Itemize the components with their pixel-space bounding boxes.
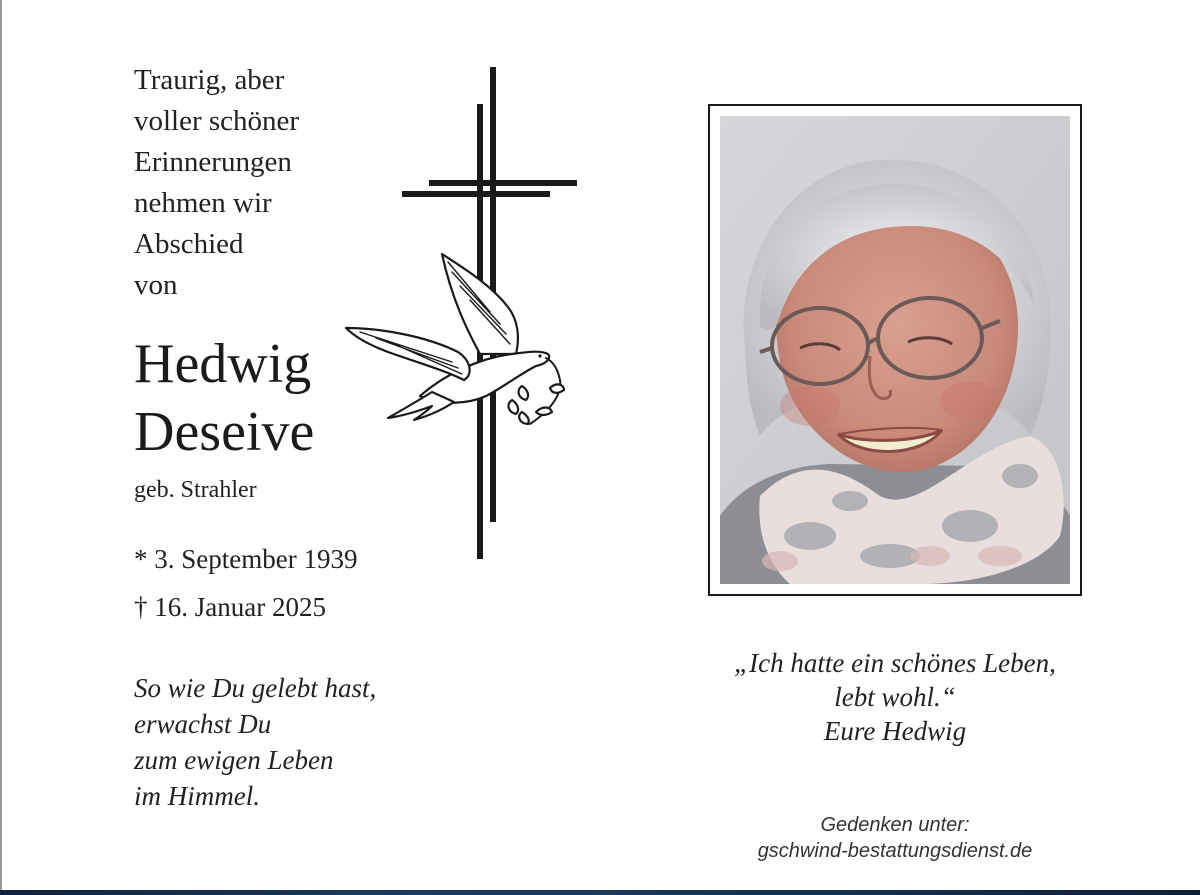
- farewell-quote: [700, 646, 1090, 748]
- maiden-name: geb. Strahler: [134, 477, 257, 503]
- birth-date: * 3. September 1939: [134, 544, 358, 574]
- intro-line: Traurig, aber: [134, 64, 285, 96]
- intro-line: von: [134, 269, 178, 301]
- quote-line: Eure Hedwig: [823, 716, 967, 746]
- left-border: [0, 0, 2, 895]
- memorial-label: Gedenken unter:: [820, 814, 970, 836]
- dove-icon: [346, 254, 564, 424]
- verse-line: zum ewigen Leben: [134, 745, 334, 775]
- intro-line: Erinnerungen: [134, 146, 292, 178]
- verse-line: erwachst Du: [134, 709, 272, 739]
- portrait-photo: [720, 116, 1070, 584]
- quote-line: „Ich hatte ein schönes Leben,: [734, 648, 1056, 678]
- death-date: † 16. Januar 2025: [134, 592, 326, 622]
- cross-horizontal-bar: [402, 191, 550, 197]
- verse-line: im Himmel.: [134, 781, 260, 811]
- cross-with-dove-icon: [340, 62, 585, 562]
- verse-line: So wie Du gelebt hast,: [134, 673, 377, 703]
- last-name: Deseive: [134, 401, 315, 463]
- quote-line: lebt wohl.“: [834, 682, 956, 712]
- memorial-verse: [134, 670, 376, 814]
- intro-line: nehmen wir: [134, 187, 272, 219]
- deceased-name: [134, 330, 314, 466]
- intro-line: Abschied: [134, 228, 244, 260]
- intro-line: voller schöner: [134, 105, 300, 137]
- portrait-frame: [708, 104, 1082, 596]
- first-name: Hedwig: [134, 333, 312, 395]
- cross-horizontal-bar: [429, 180, 577, 186]
- memorial-url[interactable]: gschwind-bestattungsdienst.de: [757, 840, 1033, 862]
- bottom-bar: [0, 890, 1200, 895]
- memorial-info: [700, 812, 1090, 864]
- intro-text: [134, 60, 299, 306]
